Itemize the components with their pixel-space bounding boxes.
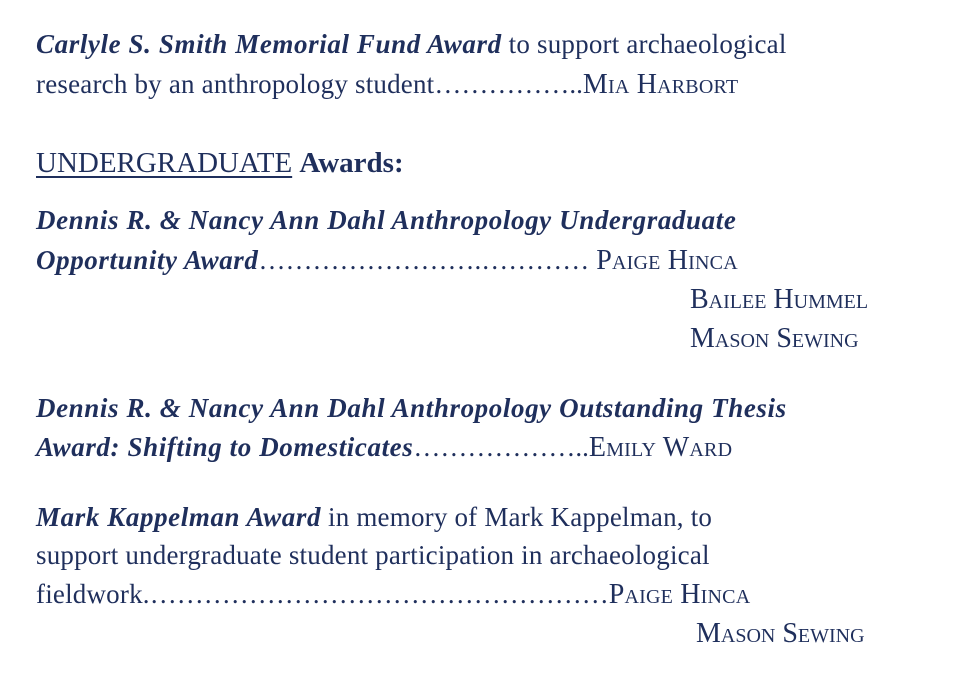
smith-award-recipient: Mia Harbort [582, 69, 739, 100]
kappelman-desc-1: in memory of Mark Kappelman, to [328, 502, 713, 532]
smith-award-line-1 [36, 27, 787, 61]
dahl-opportunity-recipient-3: Mason Sewing [690, 323, 859, 354]
dahl-opportunity-dots: …………………….………… [258, 245, 590, 275]
kappelman-line-1 [36, 500, 712, 534]
kappelman-desc-3: fieldwork. [36, 579, 150, 609]
dahl-thesis-line-2 [36, 430, 732, 465]
dahl-opportunity-recipient-1: Paige Hinca [596, 245, 738, 276]
dahl-opportunity-name-2: Opportunity Award [36, 245, 259, 275]
smith-award-name: Carlyle S. Smith Memorial Fund Award [36, 29, 502, 59]
dahl-thesis-name-2: Award: Shifting to Domesticates [36, 432, 414, 462]
smith-award-desc-1: to support archaeological [508, 29, 787, 59]
heading-underlined: UNDERGRADUATE [36, 147, 293, 179]
dahl-thesis-dots: ……………….. [413, 432, 589, 462]
dahl-thesis-name-1: Dennis R. & Nancy Ann Dahl Anthropology Outstanding Thesis [36, 393, 787, 423]
smith-award-desc-2: research by an anthropology student [36, 69, 435, 99]
heading-rest: Awards: [299, 147, 404, 179]
kappelman-recipient-1: Paige Hinca [608, 579, 751, 610]
smith-award-line-2 [36, 67, 738, 102]
kappelman-line-3 [36, 577, 750, 612]
dahl-opportunity-recipient-2: Bailee Hummel [690, 284, 869, 315]
kappelman-desc-2: support undergraduate student participation in archaeological [36, 540, 710, 570]
kappelman-award-name: Mark Kappelman Award [36, 502, 322, 532]
dahl-thesis-recipient: Emily Ward [588, 432, 733, 463]
dahl-opportunity-name-1: Dennis R. & Nancy Ann Dahl Anthropology Undergraduate [36, 205, 737, 235]
dahl-opportunity-line-2 [36, 243, 738, 278]
kappelman-dots: …………………………………………… [149, 579, 609, 609]
kappelman-recipient-2: Mason Sewing [696, 618, 865, 649]
smith-award-dots: …………….. [434, 69, 583, 99]
undergraduate-awards-heading [36, 145, 404, 181]
